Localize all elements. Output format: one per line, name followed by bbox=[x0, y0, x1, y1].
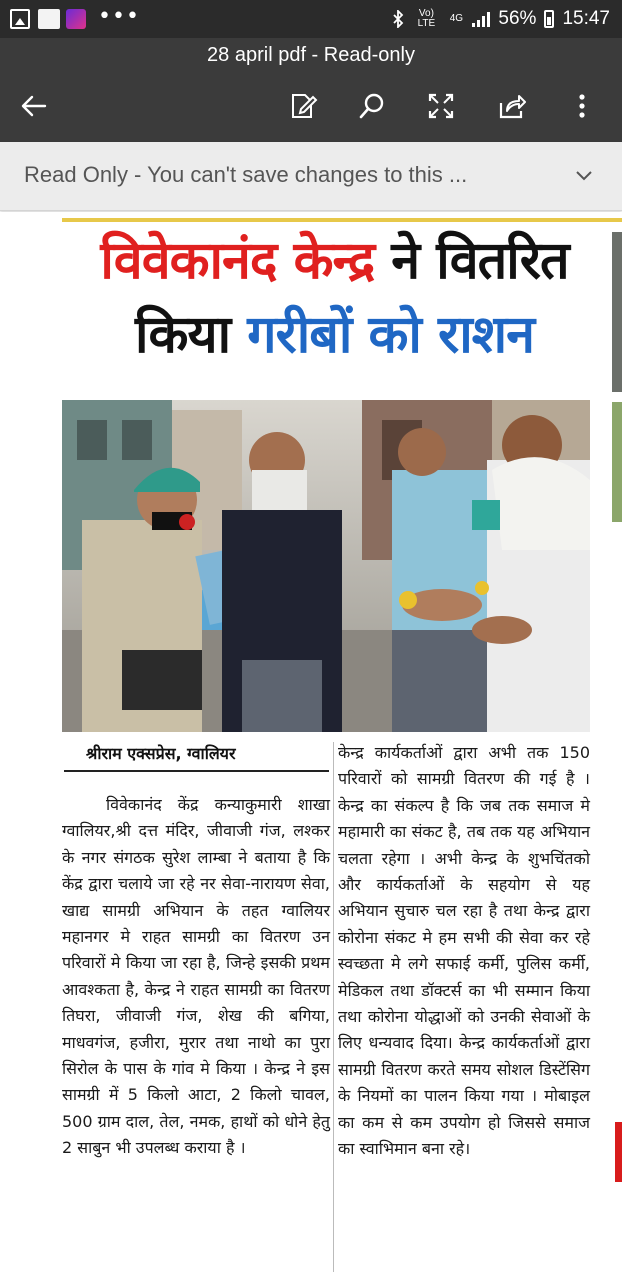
status-bar bbox=[0, 0, 622, 38]
article-paragraph-left: विवेकानंद केंद्र कन्याकुमारी शाखा ग्वालियर,श्री दत्त मंदिर, जीवाजी गंज, लश्कर के नगर संगठक सुरेश लाम्बा ने बताया है कि केंद्र द्वारा चलाये जा रहे नर सेवा-नारायण सेवा, खाद्य सामग्री अभियान के तहत ग्वालियर महानगर मे राहत सामग्री का वितरण उन परिवारों मे किया जा रहा है, जिन्हे इसकी प्रथम आवश्कता है, केन्द्र ने राहत सामग्री का वितरण तिघरा, जीवाजी गंज, शेख की बगिया, माधवगंज, हजीरा, मुरार तथा नाथो का पुरा सिरोल के पास के गांव मे किया । केन्द्र ने इस सामग्री में 5 किलो आटा, 2 किलो चावल, 500 ग्राम दाल, तेल, नमक, हाथों को धोने हेतु 2 साबुन भी उपलब्ध कराया है । bbox=[62, 795, 330, 1158]
next-page-edge-image bbox=[612, 402, 622, 522]
chevron-down-icon[interactable] bbox=[574, 166, 594, 186]
article-paragraph-right: केन्द्र कार्यकर्ताओं द्वारा अभी तक 150 परिवारों को सामग्री वितरण की गई है । केन्द्र का संकल्प है कि जब तक समाज मे महामारी का संकट है, तब तक यह अभियान चलता रहेगा । अभी केन्द्र के शुभचिंतको और कार्यकर्ताओं के सहयोग से यह अभियान सुचारु चल रहा है तथा केन्द्र द्वारा कोरोना संकट मे हम सभी की सेवा कर रहे स्वच्छता मे लगे सफाई कर्मी, पुलिस कर्मी, मेडिकल तथा डॉक्टर्स का भी सम्मान किया तथा कोरोना योद्धाओं को उनकी सेवाओं के लिए धन्यवाद दिया। केन्द्र कार्यकर्ताओं द्वारा सामग्री वितरण करते समय सोशल डिस्टेंसिग के नियमों का पालन किया गया । मोबाइल का कम से कम उपयोग हो जिससे समाज का स्वाभिमान बना रहे। bbox=[338, 743, 590, 1159]
headline-black-text: ने वितरित bbox=[374, 231, 569, 291]
signal-strength-icon bbox=[472, 11, 490, 27]
share-button[interactable] bbox=[496, 90, 528, 122]
clock: 15:47 bbox=[562, 8, 610, 29]
app-notification-icon bbox=[66, 9, 86, 29]
more-options-button[interactable] bbox=[566, 90, 598, 122]
headline-black-text-2: किया bbox=[135, 305, 248, 365]
fullscreen-button[interactable] bbox=[425, 90, 457, 122]
byline: श्रीराम एक्सप्रेस, ग्वालियर bbox=[86, 744, 236, 763]
read-only-banner[interactable] bbox=[0, 142, 622, 211]
next-page-edge bbox=[612, 232, 622, 392]
byline-rule bbox=[64, 770, 329, 772]
top-rule bbox=[62, 218, 622, 222]
headline-line-1 bbox=[62, 224, 607, 298]
battery-icon bbox=[544, 10, 554, 28]
headline-line-2 bbox=[62, 298, 607, 372]
battery-percent: 56% bbox=[498, 8, 537, 29]
share-icon bbox=[497, 91, 527, 121]
column-divider bbox=[333, 742, 334, 1272]
more-notifications-icon: ••• bbox=[98, 4, 140, 29]
search-button[interactable] bbox=[356, 90, 388, 122]
fullscreen-icon bbox=[426, 91, 456, 121]
back-arrow-icon bbox=[19, 91, 49, 121]
document-title: 28 april pdf - Read-only bbox=[207, 44, 415, 66]
network-generation: 4G bbox=[449, 13, 464, 24]
bluetooth-icon bbox=[392, 10, 404, 28]
article-column-left bbox=[62, 792, 330, 1162]
document-page[interactable] bbox=[0, 212, 622, 1280]
status-indicators bbox=[392, 0, 610, 38]
edit-icon bbox=[288, 91, 318, 121]
news-photo bbox=[62, 400, 590, 732]
gallery-notification-icon bbox=[10, 9, 30, 29]
read-only-message: Read Only - You can't save changes to this ... bbox=[24, 162, 468, 187]
back-button[interactable] bbox=[18, 90, 50, 122]
headline-blue-text: गरीबों को राशन bbox=[247, 305, 534, 365]
search-icon bbox=[357, 91, 387, 121]
network-type: Vo) LTE bbox=[417, 8, 436, 29]
news-app-notification-icon bbox=[38, 9, 60, 29]
headline bbox=[62, 224, 607, 372]
more-vert-icon bbox=[567, 91, 597, 121]
article-column-right bbox=[338, 740, 590, 1163]
edit-button[interactable] bbox=[287, 90, 319, 122]
next-page-edge-mark bbox=[615, 1122, 622, 1182]
headline-red-text: विवेकानंद केन्द्र bbox=[100, 231, 375, 291]
app-bar bbox=[0, 38, 622, 142]
